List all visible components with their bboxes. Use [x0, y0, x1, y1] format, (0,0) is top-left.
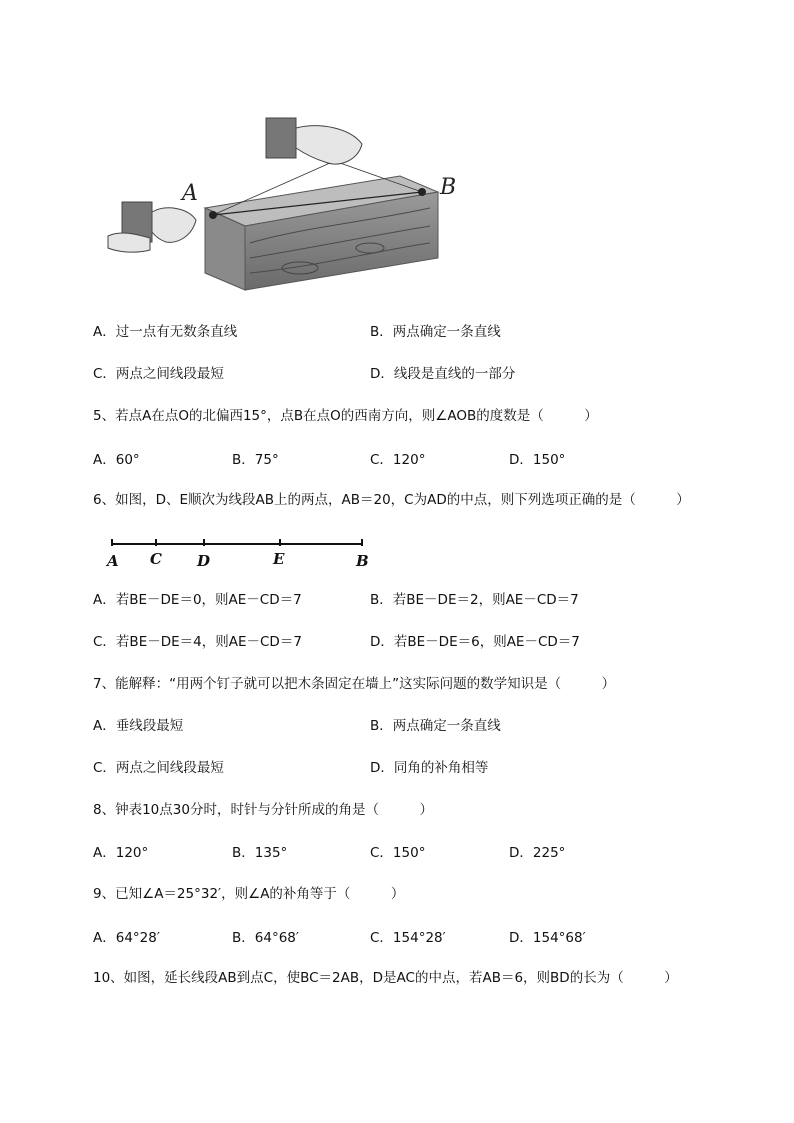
q8-option-a: A．120° [93, 845, 149, 861]
seg-label-d: D [197, 552, 211, 570]
q9-option-b: B．64°68′ [232, 930, 299, 946]
q7-option-b: B．两点确定一条直线 [370, 718, 501, 734]
seg-label-a: A [107, 552, 119, 570]
q6-option-d: D．若BE－DE＝6，则AE－CD＝7 [370, 634, 580, 650]
q5-option-a: A．60° [93, 452, 140, 468]
q7-option-d: D．同角的补角相等 [370, 760, 489, 776]
q10-stem: 10、如图，延长线段AB到点C，使BC＝2AB，D是AC的中点，若AB＝6，则BD的长为（ ） [93, 970, 678, 986]
q9-stem: 9、已知∠A＝25°32′，则∠A的补角等于（ ） [93, 886, 405, 902]
q9-option-c: C．154°28′ [370, 930, 446, 946]
q9-option-d: D．154°68′ [509, 930, 586, 946]
q6-stem: 6、如图，D、E顺次为线段AB上的两点，AB＝20，C为AD的中点，则下列选项正确的是（ ） [93, 492, 690, 508]
q5-option-c: C．120° [370, 452, 426, 468]
q8-option-d: D．225° [509, 845, 566, 861]
q8-option-c: C．150° [370, 845, 426, 861]
string-block-illustration [100, 108, 480, 293]
q4-option-d: D．线段是直线的一部分 [370, 366, 516, 382]
q6-option-b: B．若BE－DE＝2，则AE－CD＝7 [370, 592, 579, 608]
seg-label-b: B [356, 552, 369, 570]
q7-option-c: C．两点之间线段最短 [93, 760, 224, 776]
seg-label-e: E [273, 550, 285, 568]
q8-stem: 8、钟表10点30分时，时针与分针所成的角是（ ） [93, 802, 433, 818]
q8-option-b: B．135° [232, 845, 288, 861]
q5-option-b: B．75° [232, 452, 279, 468]
q9-option-a: A．64°28′ [93, 930, 160, 946]
label-b: B [440, 175, 457, 200]
seg-label-c: C [150, 550, 162, 568]
q6-segment-figure [100, 528, 380, 576]
q4-option-a: A．过一点有无数条直线 [93, 324, 238, 340]
q7-stem: 7、能解释：“用两个钉子就可以把木条固定在墙上”这实际问题的数学知识是（ ） [93, 676, 616, 692]
q5-stem: 5、若点A在点O的北偏西15°，点B在点O的西南方向，则∠AOB的度数是（ ） [93, 408, 598, 424]
q6-option-a: A．若BE－DE＝0，则AE－CD＝7 [93, 592, 302, 608]
q6-option-c: C．若BE－DE＝4，则AE－CD＝7 [93, 634, 302, 650]
q7-option-a: A．垂线段最短 [93, 718, 184, 734]
q5-option-d: D．150° [509, 452, 566, 468]
q4-option-c: C．两点之间线段最短 [93, 366, 224, 382]
q4-option-b: B．两点确定一条直线 [370, 324, 501, 340]
label-a: A [182, 181, 198, 206]
